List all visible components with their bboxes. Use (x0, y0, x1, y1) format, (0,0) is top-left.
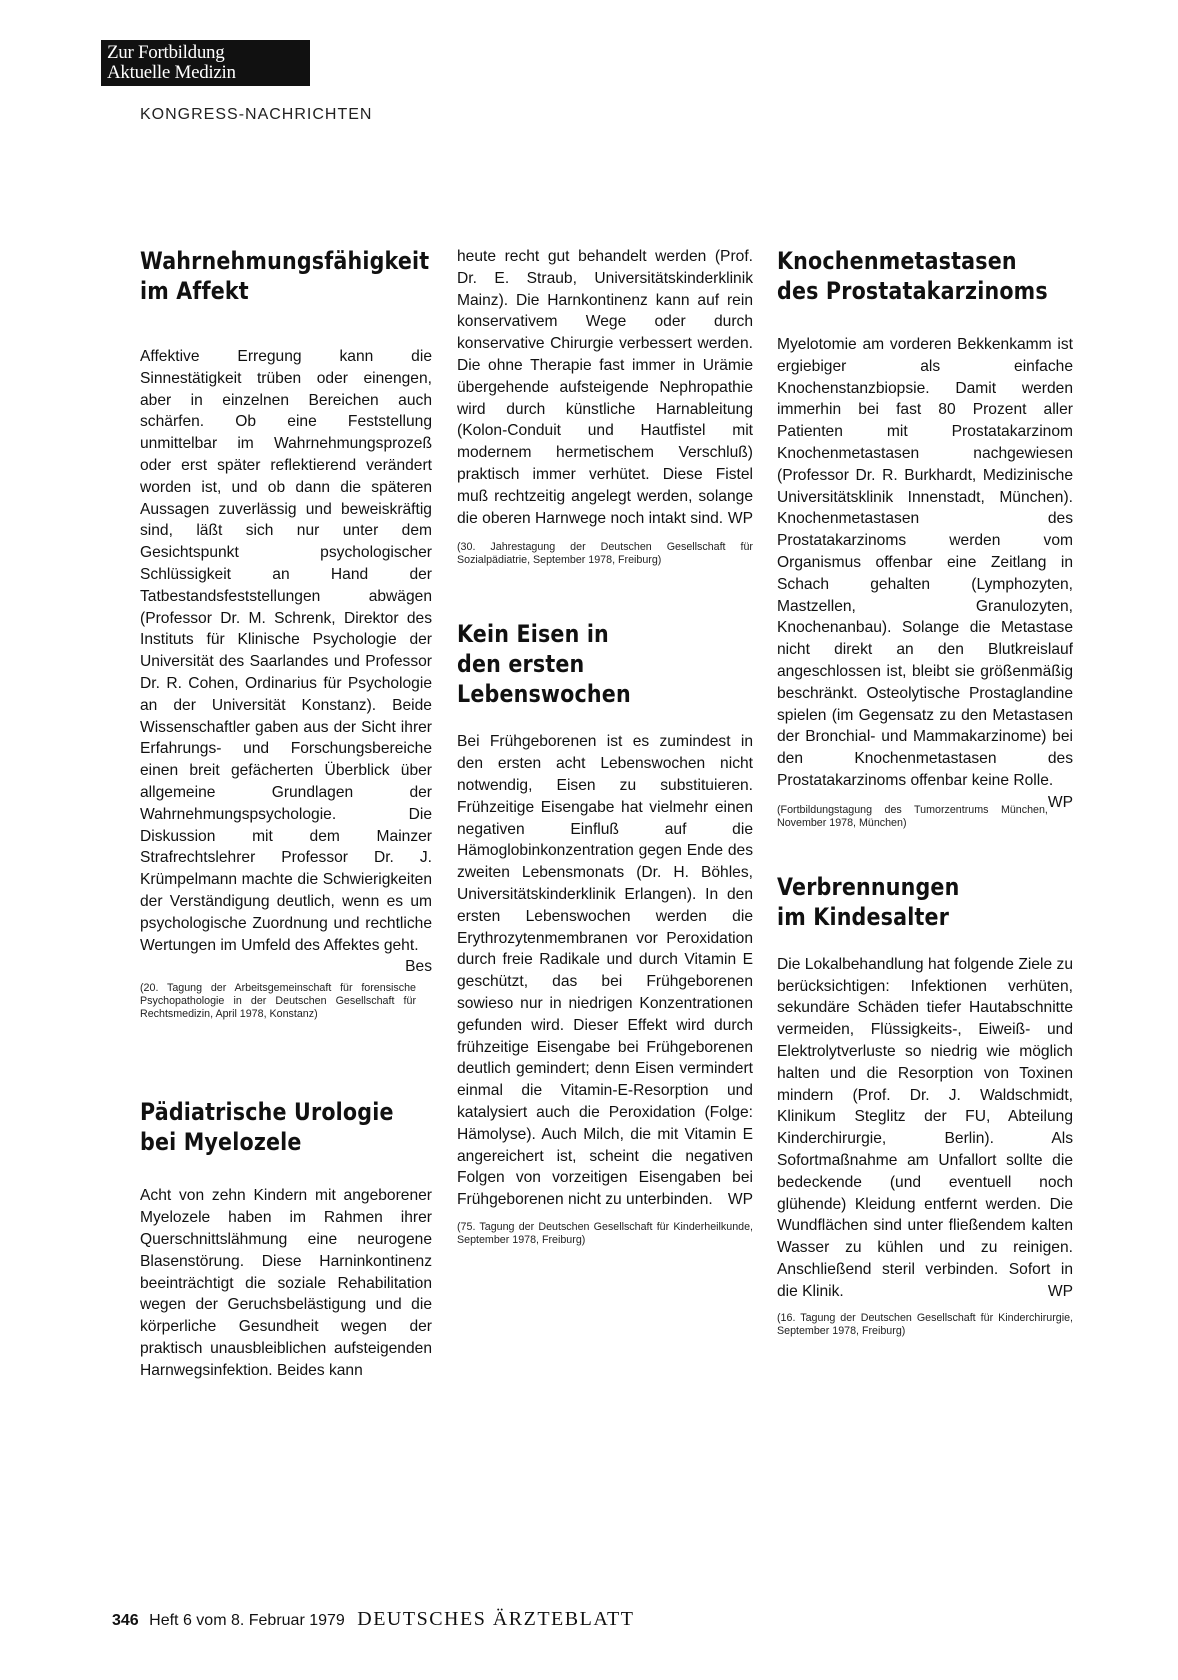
title-line: im Kindesalter (777, 902, 950, 931)
article-title (457, 619, 752, 709)
article-body (457, 731, 753, 1211)
article-knochenmetastasen (777, 246, 1073, 830)
page-footer (112, 1608, 634, 1631)
article-title (777, 246, 1072, 306)
article-urologie-continued (457, 246, 753, 567)
article-verbrennungen (777, 872, 1073, 1339)
body-text: Affektive Erregung kann die Sinnestätigkeit trüben oder einengen, aber in einzelnen Bereichen auch schärfen. Ob eine Feststellung unmittelbar im Wahrnehmungsprozeß oder erst später reflektierend verändert worden ist, und ob dann die späteren Aussagen zuverlässig und beweiskräftig sind, läßt sich nur unter dem Gesichtspunkt psychologischer Schlüssigkeit an Hand der Tatbestandsfeststellungen abwägen (Professor Dr. M. Schrenk, Direktor des Instituts für Klinische Psychologie der Universität des Saarlandes und Professor Dr. R. Cohen, Ordinarius für Psychologie an der Universität Konstanz). Beide Wissenschaftler gaben aus der Sicht ihrer Erfahrungs- und Forschungsbereiche einen breit gefächerten Überblick über allgemeine Grundlagen der Wahrnehmungspsychologie. Die Diskussion mit dem Mainzer Strafrechtslehrer Professor Dr. J. Krümpelmann machte die Schwierigkeiten der Verständigung deutlich, wenn es um psychologische Zuordnung und rechtliche Wertungen im Umfeld des Affektes geht. (140, 348, 432, 954)
body-text: Myelotomie am vorderen Bekkenkamm ist ergiebiger als einfache Knochenstanzbiopsie. Damit werden immerhin bei fast 80 Prozent aller Patienten mit Prostatakarzinom Knochenmetastasen nachgewiesen (Professor Dr. R. Burkhardt, Medizinische Universitätsklinik Innenstadt, München). Knochenmetastasen des Prostatakarzinoms werden vom Organismus offenbar eine Zeitlang in Schach gehalten (Lymphozyten, Mastzellen, Granulozyten, Knochenanbau). Solange die Metastase nicht direkt an den Blutkreislauf angeschlossen ist, bleibt sie größenmäßig beschränkt. Osteolytische Prostaglandine spielen (im Gegensatz zu den Metastasen der Bronchial- und Mammakarzinome) bei den Knochenmetastasen des Prostatakarzinoms offenbar keine Rolle. (777, 336, 1073, 789)
article-source: (75. Tagung der Deutschen Gesellschaft für Kinderheilkunde, September 1978, Freiburg) (457, 1220, 753, 1246)
article-body (140, 346, 432, 976)
author-signature: WP (1047, 1282, 1073, 1300)
article-source: (16. Tagung der Deutschen Gesellschaft für Kinderchirurgie, September 1978, Freiburg) (777, 1312, 1073, 1338)
title-line: Kein Eisen in (457, 620, 609, 649)
title-line: Verbrennungen (777, 872, 960, 901)
article-eisen (457, 619, 753, 1247)
article-source: (30. Jahrestagung der Deutschen Gesellschaft für Sozialpädiatrie, September 1978, Freiburg) (457, 541, 753, 567)
column-1 (140, 246, 432, 1381)
title-line: Pädiatrische Urologie (140, 1098, 394, 1127)
title-line: Lebenswochen (457, 680, 631, 709)
body-text: Die Lokalbehandlung hat folgende Ziele zu berücksichtigen: Infektionen verhüten, sekundäre Schäden tiefer Hautabschnitte vermeiden, Flüssigkeits-, Eiweiß- und Elektrolytverluste so niedrig wie möglich halten und die Resorption von Toxinen mindern (Prof. Dr. J. Waldschmidt, Klinikum Steglitz der FU, Abteilung Kinderchirurgie, Berlin). Als Sofortmaßnahme am Unfallort sollte die bedeckende (und eventuell noch glühende) Kleidung entfernt werden. Die Wundflächen sind unter fließendem kalten Wasser zu kühlen und zu reinigen. Anschließend steril verbinden. Sofort in die Klinik. (777, 955, 1073, 1300)
author-signature: WP (1047, 793, 1073, 811)
title-line: Knochenmetastasen (777, 247, 1017, 275)
magazine-name: DEUTSCHES ÄRZTEBLATT (357, 1608, 635, 1630)
author-signature: WP (727, 1191, 753, 1209)
article-source: (Fortbildungstagung des Tumorzentrums München, November 1978, München) (777, 803, 1048, 829)
article-body (777, 954, 1073, 1303)
title-line: den ersten (457, 650, 585, 679)
rubric-line-1: Zur Fortbildung (107, 42, 225, 63)
title-line: bei Myelozele (140, 1128, 302, 1157)
rubric-line-2: Aktuelle Medizin (107, 62, 236, 83)
author-signature: WP (727, 509, 753, 527)
column-3 (777, 246, 1073, 1338)
article-urologie (140, 1097, 432, 1381)
body-text: heute recht gut behandelt werden (Prof. Dr. E. Straub, Universitätskinderklinik Mainz). Die Harnkontinenz kann auf rein konservativem Wege oder durch konservative Chirurgie verbessert werden. Die ohne Therapie fast immer in Urämie übergehende aufsteigende Nephropathie wird durch künstliche Harnableitung (Kolon-Conduit und Hautfistel mit modernem hermetischem Verschluß) praktisch immer verhütet. Diese Fistel muß rechtzeitig angelegt werden, solange die oberen Harnwege noch intakt sind. (457, 248, 753, 527)
article-wahrnehmung (140, 246, 432, 1021)
author-signature: Bes (405, 958, 432, 976)
article-title (140, 246, 431, 306)
issue-info: Heft 6 vom 8. Februar 1979 (149, 1612, 345, 1629)
article-body (457, 246, 753, 529)
body-text: Bei Frühgeborenen ist es zumindest in den ersten acht Lebenswochen nicht notwendig, Eisen zu substituieren. Frühzeitige Eisengabe hat vielmehr einen negativen Einfluß auf die Hämoglobinkonzentration gegen Ende des zweiten Lebensmonats (Dr. H. Böhles, Universitätskinderklinik Erlangen). In den ersten Lebenswochen werden die Erythrozytenmembranen vor Peroxidation durch freie Radikale und durch Vitamin E geschützt, das bei Frühgeborenen sowieso nur in niedrigen Konzentrationen gefunden wird. Dieser Effekt wird durch frühzeitige Eisengabe bei Frühgeborenen deutlich gemindert; denn Eisen vermindert einmal die Vitamin-E-Resorption und katalysiert auch die Peroxidation (Folge: Hämolyse). Auch Milch, die mit Vitamin E angereichert ist, scheint die negativen Folgen von vorzeitigen Eisengaben bei Frühgeborenen nicht zu unterbinden. (457, 733, 753, 1209)
article-body: Acht von zehn Kindern mit angeborener Myelozele haben im Rahmen ihrer Querschnittslähmung eine neurogene Blasenstörung. Diese Harninkontinenz beeinträchtigt die soziale Rehabilitation wegen der Geruchsbelästigung und die körperliche Gesundheit wegen der praktisch unausbleiblichen aufsteigenden Harnwegsinfektion. Beides kann (140, 1187, 432, 1379)
page-number: 346 (112, 1612, 139, 1629)
article-title (777, 872, 1072, 932)
rubric-tag (101, 40, 310, 86)
column-2 (457, 246, 753, 1247)
title-line: des Prostatakarzinoms (777, 277, 1048, 305)
section-label: KONGRESS-NACHRICHTEN (140, 106, 373, 123)
title-line: im Affekt (140, 277, 249, 305)
article-body (777, 334, 1073, 811)
article-title (140, 1097, 431, 1157)
title-line: Wahrnehmungsfähigkeit (140, 247, 430, 275)
article-source: (20. Tagung der Arbeitsgemeinschaft für forensische Psychopathologie in der Deutschen Gesellschaft für Rechtsmedizin, April 1978, Konstanz) (140, 982, 416, 1021)
